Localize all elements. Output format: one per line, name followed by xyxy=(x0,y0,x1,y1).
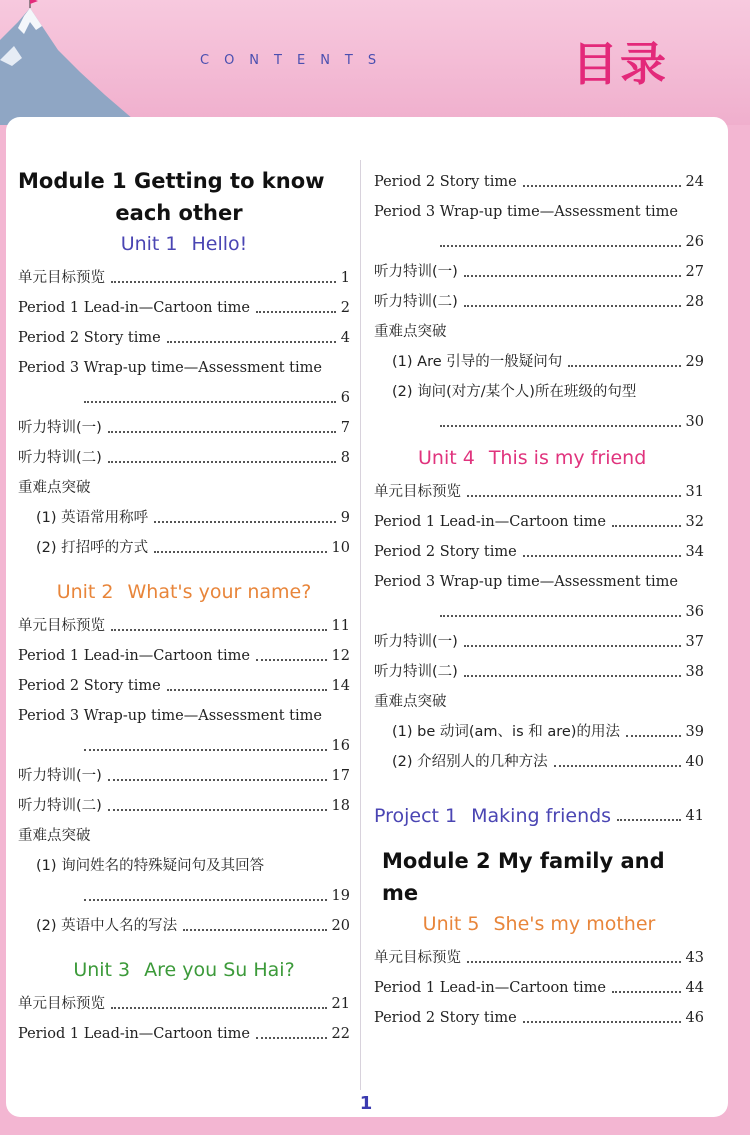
page-number: 11 xyxy=(331,618,350,634)
unit-heading xyxy=(18,229,350,259)
toc-entry-label: (1) be 动词(am、is 和 are)的用法 xyxy=(392,724,620,740)
leader-dots xyxy=(464,645,681,647)
toc-entry-label: 单元目标预览 xyxy=(374,950,461,966)
toc-entry[interactable] xyxy=(374,473,704,503)
unit-number: Unit 2 xyxy=(56,581,114,603)
toc-entry-label: 单元目标预览 xyxy=(18,996,105,1012)
page-number: 38 xyxy=(685,664,704,680)
leader-dots xyxy=(256,311,336,313)
leader-dots xyxy=(554,765,681,767)
leader-dots xyxy=(523,555,681,557)
page-number: 29 xyxy=(685,354,704,370)
toc-entry[interactable] xyxy=(374,939,704,969)
toc-entry[interactable] xyxy=(18,985,350,1015)
page-number: 14 xyxy=(331,678,350,694)
toc-entry-label: 单元目标预览 xyxy=(374,484,461,500)
toc-entry[interactable] xyxy=(374,283,704,313)
leader-dots xyxy=(464,305,681,307)
unit-title: Hello! xyxy=(191,233,248,255)
toc-entry[interactable] xyxy=(18,757,350,787)
toc-entry[interactable] xyxy=(18,877,350,907)
project-entry[interactable] xyxy=(374,791,704,827)
toc-entry[interactable] xyxy=(374,593,704,623)
toc-entry[interactable] xyxy=(374,563,704,593)
page-title: 目录 xyxy=(572,37,668,91)
contents-label: CONTENTS xyxy=(200,53,392,68)
leader-dots xyxy=(467,961,681,963)
page-number: 9 xyxy=(340,510,350,526)
module-heading: Module 1 Getting to know xyxy=(18,169,325,193)
toc-entry[interactable] xyxy=(18,439,350,469)
toc-entry-label: Period 1 Lead-in—Cartoon time xyxy=(18,300,250,316)
page-number: 39 xyxy=(685,724,704,740)
leader-dots xyxy=(612,525,681,527)
leader-dots xyxy=(467,495,681,497)
toc-entry-label: 听力特训(二) xyxy=(374,294,458,310)
leader-dots xyxy=(523,185,681,187)
leader-dots xyxy=(84,749,327,751)
toc-entry[interactable] xyxy=(374,193,704,223)
toc-entry-label: 听力特训(二) xyxy=(18,450,102,466)
leader-dots xyxy=(108,779,327,781)
toc-entry-label: (1) Are 引导的一般疑问句 xyxy=(392,354,563,370)
toc-entry[interactable] xyxy=(18,349,350,379)
page-number: 10 xyxy=(331,540,350,556)
toc-entry-label: 听力特训(二) xyxy=(374,664,458,680)
toc-entry-label: (2) 询问(对方/某个人)所在班级的句型 xyxy=(392,384,637,400)
leader-dots xyxy=(523,1021,681,1023)
toc-entry[interactable] xyxy=(374,653,704,683)
toc-entry-label: (2) 打招呼的方式 xyxy=(36,540,149,556)
toc-entry-label: Period 2 Story time xyxy=(374,544,517,560)
toc-entry-label: 单元目标预览 xyxy=(18,618,105,634)
page-number: 21 xyxy=(331,996,350,1012)
page-number: 2 xyxy=(340,300,350,316)
toc-entry[interactable] xyxy=(18,637,350,667)
toc-entry[interactable] xyxy=(18,907,350,937)
toc-list xyxy=(18,985,350,1045)
toc-entry-label: Period 1 Lead-in—Cartoon time xyxy=(374,514,606,530)
page-number: 20 xyxy=(331,918,350,934)
toc-entry-label: 听力特训(一) xyxy=(374,634,458,650)
leader-dots xyxy=(183,929,326,931)
page-number: 31 xyxy=(685,484,704,500)
unit-heading xyxy=(18,577,350,607)
project-number: Project 1 xyxy=(374,805,458,827)
toc-entry[interactable] xyxy=(18,607,350,637)
toc-entry-label: (2) 英语中人名的写法 xyxy=(36,918,178,934)
leader-dots xyxy=(167,689,327,691)
toc-list xyxy=(18,259,350,559)
toc-entry-label: 重难点突破 xyxy=(18,828,91,844)
leader-dots xyxy=(626,735,681,737)
toc-entry[interactable] xyxy=(18,787,350,817)
toc-entry[interactable] xyxy=(374,999,704,1029)
unit-number: Unit 1 xyxy=(120,233,178,255)
page-number: 6 xyxy=(340,390,350,406)
toc-entry[interactable] xyxy=(18,259,350,289)
module-heading-line2: each other xyxy=(115,201,243,225)
toc-entry-label: Period 1 Lead-in—Cartoon time xyxy=(18,648,250,664)
toc-entry-label: Period 2 Story time xyxy=(374,1010,517,1026)
unit-heading xyxy=(374,443,704,473)
leader-dots xyxy=(256,1037,327,1039)
toc-entry-label: Period 2 Story time xyxy=(18,330,161,346)
page-number: 36 xyxy=(685,604,704,620)
toc-entry-label: Period 3 Wrap-up time—Assessment time xyxy=(374,204,678,220)
page-number: 8 xyxy=(340,450,350,466)
page-number: 26 xyxy=(685,234,704,250)
toc-entry-label: 重难点突破 xyxy=(18,480,91,496)
toc-entry-label: (1) 询问姓名的特殊疑问句及其回答 xyxy=(36,858,265,874)
toc-entry-label: (2) 介绍别人的几种方法 xyxy=(392,754,548,770)
toc-entry[interactable] xyxy=(374,743,704,773)
toc-entry-label: Period 1 Lead-in—Cartoon time xyxy=(18,1026,250,1042)
page-number: 17 xyxy=(331,768,350,784)
toc-entry[interactable] xyxy=(18,727,350,757)
toc-entry[interactable] xyxy=(18,697,350,727)
toc-entry[interactable] xyxy=(374,623,704,653)
page-number: 12 xyxy=(331,648,350,664)
toc-list xyxy=(374,473,704,773)
toc-entry[interactable] xyxy=(374,343,704,373)
unit-title: Are you Su Hai? xyxy=(144,959,295,981)
page-number: 7 xyxy=(340,420,350,436)
toc-entry-label: Period 2 Story time xyxy=(18,678,161,694)
toc-list xyxy=(18,607,350,937)
unit-number: Unit 3 xyxy=(73,959,131,981)
page-number: 18 xyxy=(331,798,350,814)
toc-entry[interactable] xyxy=(374,313,704,343)
toc-entry[interactable] xyxy=(18,379,350,409)
page-number: 16 xyxy=(331,738,350,754)
toc-right-column xyxy=(374,163,704,1029)
toc-entry-label: 重难点突破 xyxy=(374,694,447,710)
toc-entry[interactable] xyxy=(18,817,350,847)
leader-dots xyxy=(111,281,336,283)
leader-dots xyxy=(568,365,680,367)
leader-dots xyxy=(617,819,680,821)
page-number: 37 xyxy=(685,634,704,650)
module-heading: Module 2 My family and me xyxy=(382,849,665,905)
unit-title: What's your name? xyxy=(127,581,312,603)
page-number: 4 xyxy=(340,330,350,346)
leader-dots xyxy=(108,461,336,463)
toc-list xyxy=(374,163,704,433)
toc-entry[interactable] xyxy=(374,223,704,253)
unit-title: She's my mother xyxy=(493,913,656,935)
toc-entry[interactable] xyxy=(18,469,350,499)
toc-entry[interactable] xyxy=(374,533,704,563)
toc-entry-label: Period 3 Wrap-up time—Assessment time xyxy=(18,360,322,376)
toc-entry-label: Period 3 Wrap-up time—Assessment time xyxy=(374,574,678,590)
toc-entry[interactable] xyxy=(18,529,350,559)
leader-dots xyxy=(154,551,326,553)
toc-entry-label: Period 2 Story time xyxy=(374,174,517,190)
toc-entry[interactable] xyxy=(374,969,704,999)
toc-list xyxy=(374,939,704,1029)
unit-number: Unit 4 xyxy=(418,447,475,469)
leader-dots xyxy=(440,615,681,617)
page-number: 30 xyxy=(685,414,704,430)
unit-heading xyxy=(374,909,704,939)
toc-entry[interactable] xyxy=(374,403,704,433)
toc-entry[interactable] xyxy=(374,163,704,193)
page-number: 28 xyxy=(685,294,704,310)
toc-left-column xyxy=(18,165,350,1045)
column-divider xyxy=(360,160,361,1090)
toc-entry-label: Period 3 Wrap-up time—Assessment time xyxy=(18,708,322,724)
toc-entry-label: 听力特训(一) xyxy=(18,420,102,436)
leader-dots xyxy=(464,275,681,277)
leader-dots xyxy=(464,675,681,677)
toc-entry-label: 听力特训(二) xyxy=(18,798,102,814)
page-footer-number: 1 xyxy=(359,1093,373,1114)
leader-dots xyxy=(440,425,681,427)
page-number: 32 xyxy=(685,514,704,530)
page-number: 1 xyxy=(340,270,350,286)
page-number: 43 xyxy=(685,950,704,966)
leader-dots xyxy=(84,899,327,901)
leader-dots xyxy=(167,341,336,343)
toc-entry[interactable] xyxy=(18,499,350,529)
unit-number: Unit 5 xyxy=(422,913,480,935)
toc-entry-label: 听力特训(一) xyxy=(374,264,458,280)
leader-dots xyxy=(154,521,336,523)
unit-heading xyxy=(18,955,350,985)
toc-entry[interactable] xyxy=(374,373,704,403)
project-title xyxy=(374,805,611,827)
toc-entry[interactable] xyxy=(18,667,350,697)
toc-entry[interactable] xyxy=(374,713,704,743)
page-number: 27 xyxy=(685,264,704,280)
toc-entry[interactable] xyxy=(18,319,350,349)
toc-entry[interactable] xyxy=(374,253,704,283)
page-number: 22 xyxy=(331,1026,350,1042)
project-name: Making friends xyxy=(471,805,612,827)
toc-entry[interactable] xyxy=(374,683,704,713)
page-number: 41 xyxy=(685,808,704,824)
toc-entry-label: Period 1 Lead-in—Cartoon time xyxy=(374,980,606,996)
page-number: 34 xyxy=(685,544,704,560)
toc-entry[interactable] xyxy=(374,503,704,533)
toc-entry-label: 重难点突破 xyxy=(374,324,447,340)
page-number: 46 xyxy=(685,1010,704,1026)
toc-entry[interactable] xyxy=(18,289,350,319)
toc-entry-label: 听力特训(一) xyxy=(18,768,102,784)
toc-entry-label: (1) 英语常用称呼 xyxy=(36,510,149,526)
leader-dots xyxy=(111,1007,327,1009)
page-number: 40 xyxy=(685,754,704,770)
leader-dots xyxy=(108,431,336,433)
page-number: 44 xyxy=(685,980,704,996)
toc-entry[interactable] xyxy=(18,1015,350,1045)
page-number: 24 xyxy=(685,174,704,190)
toc-entry[interactable] xyxy=(18,847,350,877)
leader-dots xyxy=(612,991,681,993)
mountain-illustration xyxy=(0,0,140,125)
toc-entry-label: 单元目标预览 xyxy=(18,270,105,286)
unit-title: This is my friend xyxy=(488,447,647,469)
leader-dots xyxy=(108,809,327,811)
toc-entry[interactable] xyxy=(18,409,350,439)
leader-dots xyxy=(440,245,681,247)
leader-dots xyxy=(84,401,336,403)
page-number: 19 xyxy=(331,888,350,904)
leader-dots xyxy=(111,629,327,631)
leader-dots xyxy=(256,659,327,661)
